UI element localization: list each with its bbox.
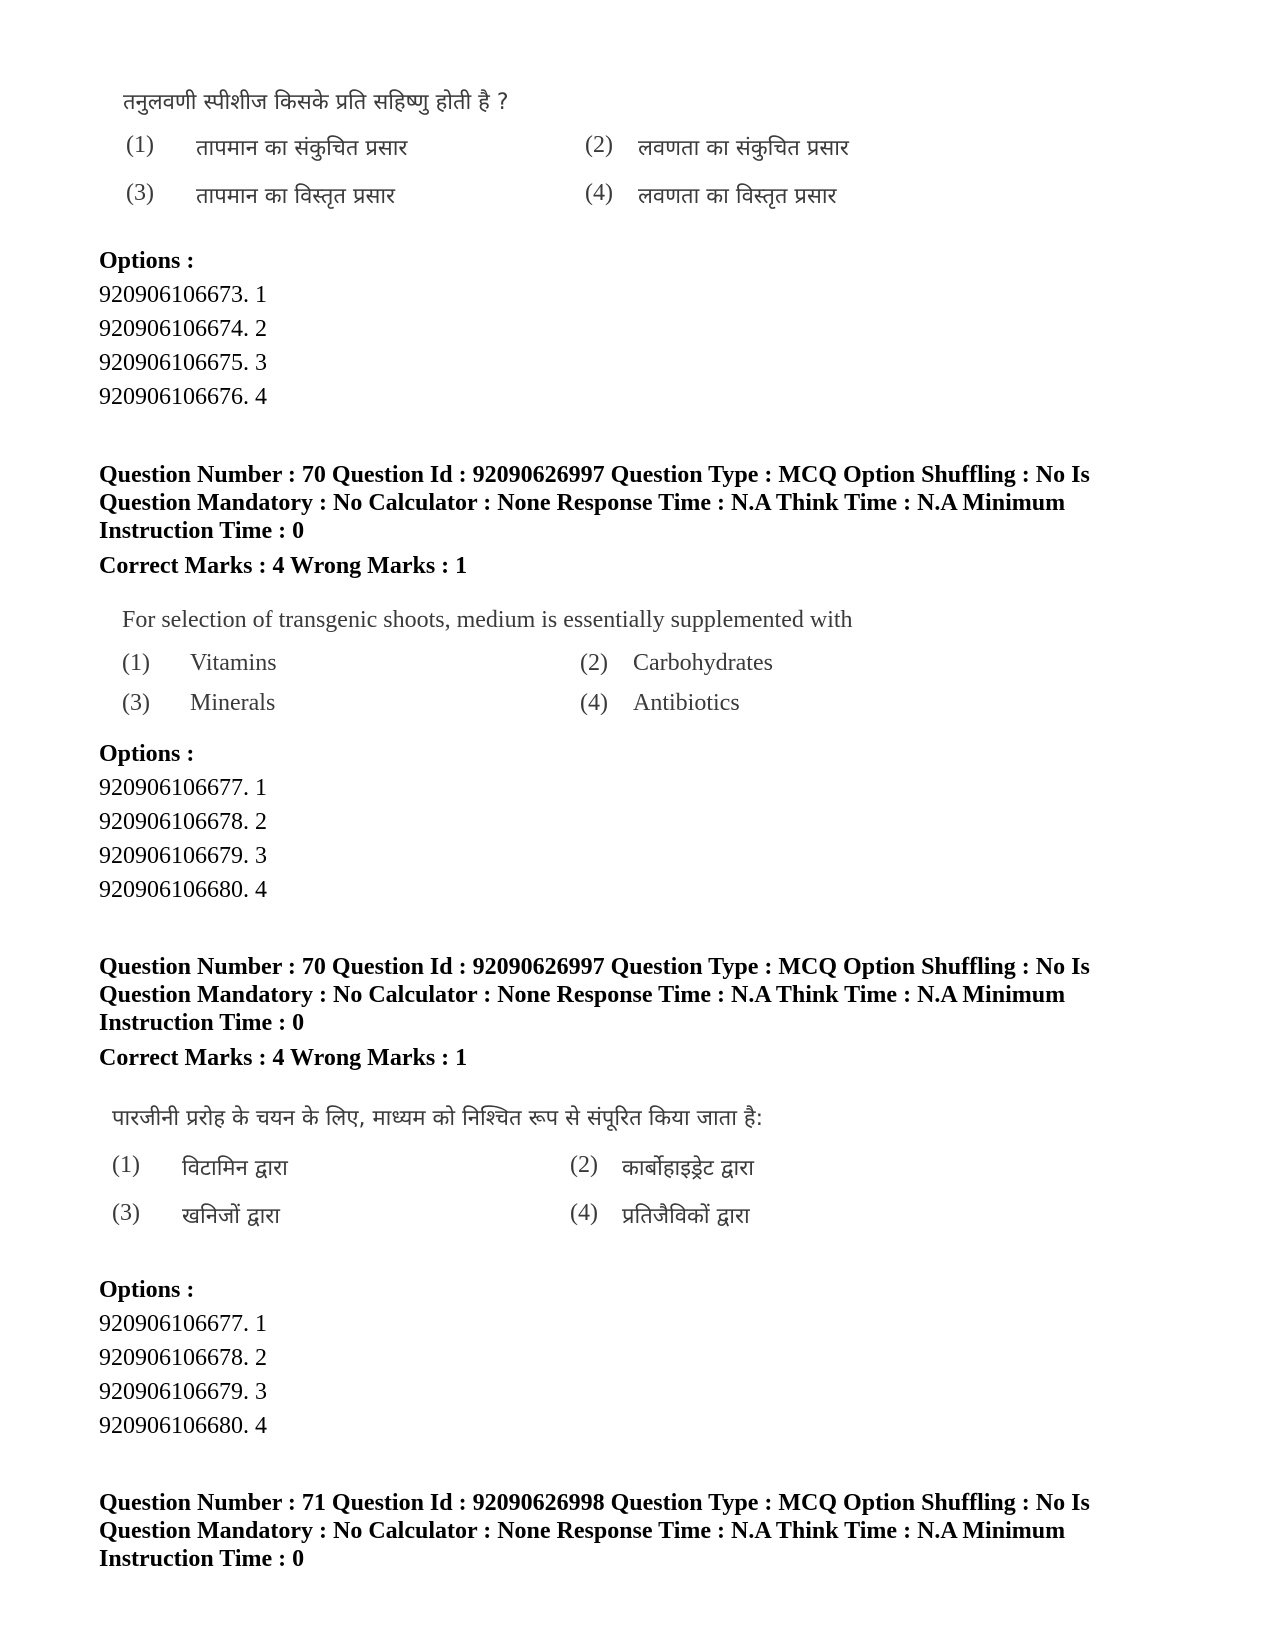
option-text: खनिजों द्वारा — [182, 1204, 280, 1229]
options-label: Options : — [99, 248, 195, 274]
option-id: 920906106677. 1 — [99, 775, 267, 801]
option-number: (1) — [126, 132, 154, 158]
options-list — [99, 737, 267, 907]
option-id: 920906106679. 3 — [99, 1379, 267, 1405]
option-text: तापमान का संकुचित प्रसार — [196, 136, 408, 161]
option-text: विटामिन द्वारा — [182, 1156, 288, 1181]
options-label: Options : — [99, 741, 195, 767]
option-id: 920906106676. 4 — [99, 384, 267, 410]
question-header: Question Number : 70 Question Id : 92090626997 Question Type : MCQ Option Shuffling : No Is Question Mandatory : No Calculator : None Response Time : N.A Think Time : N.A Minimum Instruction Time : 0 — [99, 954, 1090, 1036]
question-stem: पारजीनी प्ररोह के चयन के लिए, माध्यम को निश्चित रूप से संपूरित किया जाता है: — [112, 1106, 764, 1131]
option-text: Carbohydrates — [633, 650, 773, 676]
option-text: लवणता का विस्तृत प्रसार — [638, 184, 837, 209]
option-text: कार्बोहाइड्रेट द्वारा — [622, 1156, 754, 1181]
option-text: प्रतिजैविकों द्वारा — [622, 1204, 750, 1229]
option-number: (4) — [580, 690, 608, 716]
question-stem: तनुलवणी स्पीशीज किसके प्रति सहिष्णु होती है ? — [123, 90, 509, 115]
option-number: (1) — [122, 650, 150, 676]
option-number: (2) — [585, 132, 613, 158]
marks-line: Correct Marks : 4 Wrong Marks : 1 — [99, 553, 468, 579]
option-number: (3) — [126, 180, 154, 206]
option-number: (3) — [112, 1200, 140, 1226]
options-list — [99, 244, 267, 414]
option-text: तापमान का विस्तृत प्रसार — [196, 184, 396, 209]
option-id: 920906106678. 2 — [99, 809, 267, 835]
question-header: Question Number : 70 Question Id : 92090626997 Question Type : MCQ Option Shuffling : No Is Question Mandatory : No Calculator : None Response Time : N.A Think Time : N.A Minimum Instruction Time : 0 — [99, 462, 1090, 544]
option-number: (1) — [112, 1152, 140, 1178]
option-number: (4) — [585, 180, 613, 206]
option-text: Vitamins — [190, 650, 277, 676]
option-id: 920906106680. 4 — [99, 877, 267, 903]
option-id: 920906106679. 3 — [99, 843, 267, 869]
option-number: (2) — [570, 1152, 598, 1178]
option-number: (3) — [122, 690, 150, 716]
options-list — [99, 1273, 267, 1443]
option-id: 920906106673. 1 — [99, 282, 267, 308]
option-id: 920906106680. 4 — [99, 1413, 267, 1439]
option-id: 920906106674. 2 — [99, 316, 267, 342]
option-id: 920906106677. 1 — [99, 1311, 267, 1337]
option-number: (4) — [570, 1200, 598, 1226]
options-label: Options : — [99, 1277, 195, 1303]
option-text: लवणता का संकुचित प्रसार — [638, 136, 849, 161]
marks-line: Correct Marks : 4 Wrong Marks : 1 — [99, 1045, 468, 1071]
question-stem: For selection of transgenic shoots, medium is essentially supplemented with — [122, 607, 853, 633]
option-text: Antibiotics — [633, 690, 740, 716]
option-number: (2) — [580, 650, 608, 676]
question-header: Question Number : 71 Question Id : 92090626998 Question Type : MCQ Option Shuffling : No Is Question Mandatory : No Calculator : None Response Time : N.A Think Time : N.A Minimum Instruction Time : 0 — [99, 1490, 1090, 1572]
option-id: 920906106675. 3 — [99, 350, 267, 376]
option-text: Minerals — [190, 690, 276, 716]
option-id: 920906106678. 2 — [99, 1345, 267, 1371]
